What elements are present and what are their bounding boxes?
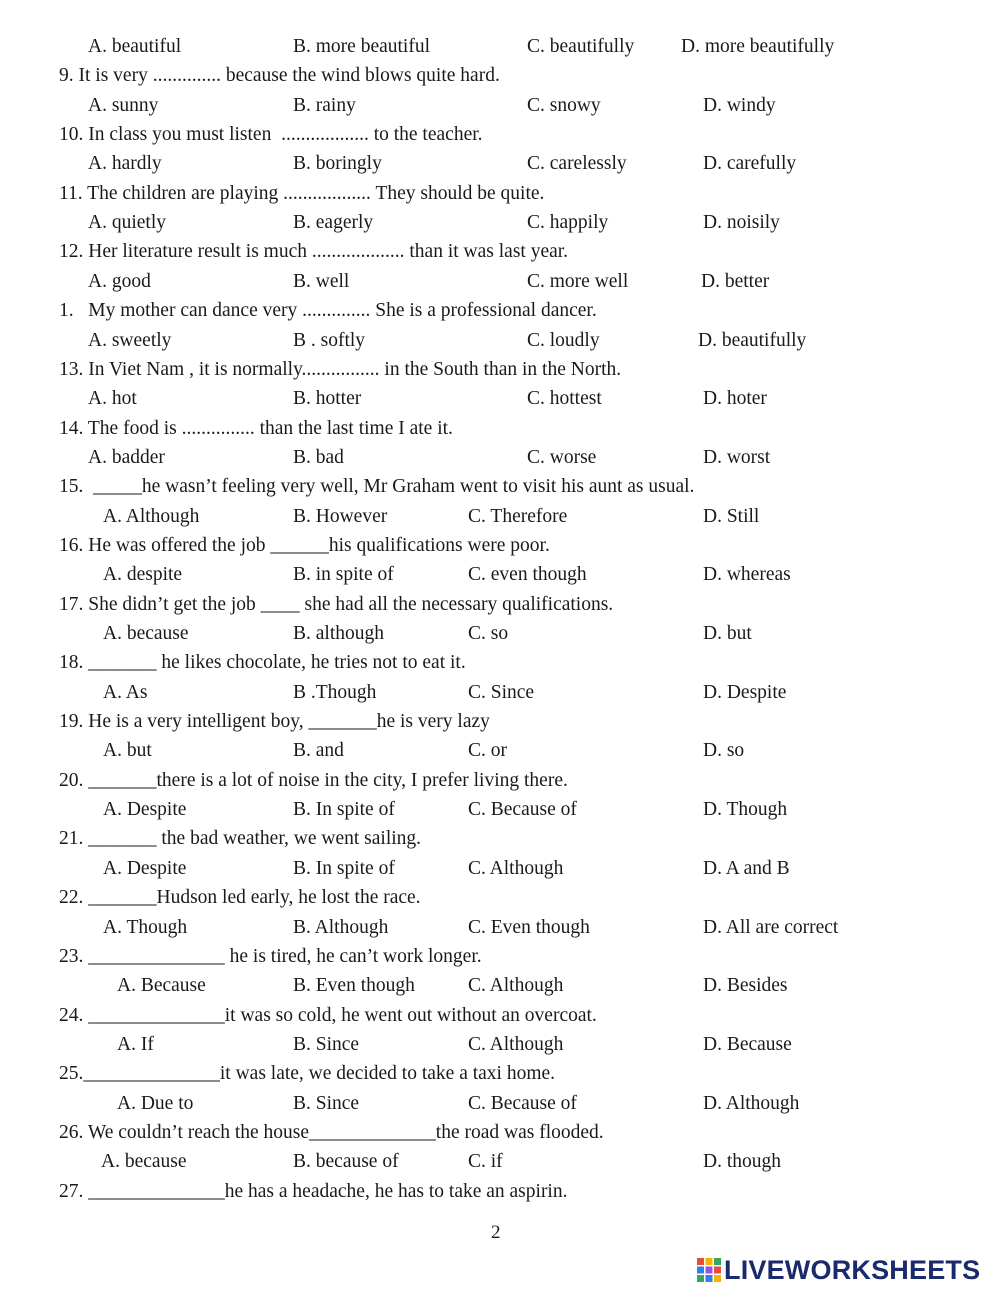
question-text: 1. My mother can dance very .............. She is a professional dancer. (59, 300, 597, 322)
answer-option-a[interactable]: A. quietly (88, 212, 166, 234)
question-stem (0, 707, 1000, 736)
liveworksheets-logo-text: LIVEWORKSHEETS (724, 1255, 981, 1285)
question-text: 12. Her literature result is much ................... than it was last year. (59, 241, 569, 263)
answer-option-c[interactable]: C. snowy (527, 94, 601, 116)
answer-option-d[interactable]: D. A and B (703, 857, 790, 879)
answer-option-a[interactable]: A. sweetly (88, 329, 172, 351)
answer-options-row (0, 1089, 1000, 1118)
question-stem (0, 1059, 1000, 1088)
question-text: 10. In class you must listen .................. to the teacher. (59, 124, 483, 146)
answer-option-b[interactable]: B. rainy (293, 94, 356, 116)
answer-option-d[interactable]: D. beautifully (698, 329, 807, 351)
answer-options-row (0, 149, 1000, 178)
question-stem (0, 237, 1000, 266)
answer-option-a[interactable]: A. good (88, 270, 151, 292)
answer-option-b[interactable]: B. Even though (293, 975, 415, 997)
answer-option-b[interactable]: B. However (293, 505, 388, 527)
question-stem (0, 1118, 1000, 1147)
question-stem (0, 824, 1000, 853)
answer-option-d[interactable]: D. noisily (703, 212, 780, 234)
answer-option-d[interactable]: D. Despite (703, 681, 787, 703)
answer-option-b[interactable]: B . softly (293, 329, 366, 351)
answer-option-b[interactable]: B. and (293, 740, 344, 762)
answer-option-b[interactable]: B. bad (293, 446, 344, 468)
question-stem (0, 120, 1000, 149)
question-stem (0, 414, 1000, 443)
answer-option-d[interactable]: D. Still (703, 505, 760, 527)
answer-option-b[interactable]: B. eagerly (293, 212, 374, 234)
answer-option-c[interactable]: C. Therefore (468, 505, 568, 527)
answer-options-row (0, 619, 1000, 648)
question-stem (0, 942, 1000, 971)
answer-option-a[interactable]: A. If (117, 1033, 154, 1055)
answer-option-d[interactable]: D. All are correct (703, 916, 839, 938)
answer-option-d[interactable]: D. though (703, 1151, 781, 1173)
question-text: 24. ______________it was so cold, he went out without an overcoat. (59, 1004, 597, 1026)
question-text: 16. He was offered the job ______his qualifications were poor. (59, 534, 550, 556)
answer-option-d[interactable]: D. windy (703, 94, 776, 116)
answer-option-d[interactable]: D. Besides (703, 975, 788, 997)
answer-options-row (0, 795, 1000, 824)
answer-option-b[interactable]: B. hotter (293, 388, 362, 410)
answer-option-c[interactable]: C. Although (468, 1033, 564, 1055)
answer-option-b[interactable]: B. In spite of (293, 857, 395, 879)
answer-option-a[interactable]: A. As (103, 681, 148, 703)
answer-option-c[interactable]: C. hottest (527, 388, 602, 410)
answer-option-a[interactable]: A. because (103, 623, 189, 644)
question-text: 20. _______there is a lot of noise in the city, I prefer living there. (59, 769, 568, 791)
answer-option-c[interactable]: C. Even though (468, 916, 590, 938)
answer-option-b[interactable]: B. although (293, 623, 384, 644)
answer-options-row (0, 854, 1000, 883)
answer-option-c[interactable]: C. Although (468, 857, 564, 879)
question-stem (0, 61, 1000, 90)
answer-option-b[interactable]: B. more beautiful (293, 36, 431, 57)
question-stem (0, 766, 1000, 795)
answer-option-a[interactable]: A. badder (88, 446, 165, 468)
answer-option-a[interactable]: A. Although (103, 505, 200, 527)
answer-option-b[interactable]: B. In spite of (293, 799, 395, 821)
question-text: 22. _______Hudson led early, he lost the race. (59, 887, 421, 909)
answer-option-c[interactable]: C. even though (468, 564, 587, 586)
answer-options-row (0, 1147, 1000, 1176)
question-stem (0, 1001, 1000, 1030)
question-stem (0, 1177, 1000, 1206)
answer-options-row (0, 971, 1000, 1000)
answer-options-row (0, 1030, 1000, 1059)
answer-option-a[interactable]: A. sunny (88, 94, 159, 116)
answer-option-b[interactable]: B. well (293, 270, 350, 292)
answer-option-a[interactable]: A. Despite (103, 857, 187, 879)
answer-options-row (0, 560, 1000, 589)
answer-option-c[interactable]: C. so (468, 623, 509, 644)
answer-option-c[interactable]: C. loudly (527, 329, 600, 351)
answer-option-a[interactable]: A. Because (117, 975, 206, 997)
answer-option-c[interactable]: C. Because of (468, 799, 577, 821)
answer-option-b[interactable]: B. because of (293, 1151, 399, 1173)
answer-option-d[interactable]: D. so (703, 740, 745, 762)
answer-option-d[interactable]: D. Although (703, 1092, 800, 1114)
answer-option-a[interactable]: A. hardly (88, 153, 162, 175)
question-stem (0, 355, 1000, 384)
answer-option-c[interactable]: C. carelessly (527, 153, 627, 175)
answer-option-c[interactable]: C. Because of (468, 1092, 577, 1114)
answer-option-a[interactable]: A. beautiful (88, 36, 182, 57)
question-text: 14. The food is ............... than the last time I ate it. (59, 417, 453, 439)
answer-option-d[interactable]: D. worst (703, 446, 771, 468)
answer-option-a[interactable]: A. Due to (117, 1092, 194, 1114)
answer-option-d[interactable]: D. more beautifully (681, 36, 835, 57)
answer-options-row (0, 326, 1000, 355)
question-stem (0, 179, 1000, 208)
question-text: 11. The children are playing .................. They should be quite. (59, 182, 545, 204)
question-text: 15. _____he wasn’t feeling very well, Mr Graham went to visit his aunt as usual. (59, 476, 695, 498)
answer-option-c[interactable]: C. more well (527, 270, 629, 292)
answer-option-c[interactable]: C. worse (527, 446, 597, 468)
question-text: 18. _______ he likes chocolate, he tries not to eat it. (59, 652, 466, 674)
answer-options-row (0, 913, 1000, 942)
answer-option-b[interactable]: B. Since (293, 1033, 360, 1055)
answer-option-c[interactable]: C. or (468, 740, 507, 762)
answer-option-a[interactable]: A. because (101, 1151, 187, 1173)
answer-option-d[interactable]: D. Though (703, 799, 788, 821)
question-text: 27. ______________he has a headache, he has to take an aspirin. (59, 1180, 568, 1202)
answer-option-d[interactable]: D. better (701, 270, 770, 292)
answer-option-a[interactable]: A. hot (88, 388, 137, 410)
liveworksheets-logo[interactable] (697, 1254, 980, 1286)
question-text: 17. She didn’t get the job ____ she had all the necessary qualifications. (59, 593, 614, 615)
answer-option-a[interactable]: A. but (103, 740, 152, 762)
question-text: 21. _______ the bad weather, we went sailing. (59, 828, 422, 850)
question-stem (0, 472, 1000, 501)
question-stem (0, 590, 1000, 619)
answer-option-d[interactable]: D. whereas (703, 564, 791, 586)
question-stem (0, 531, 1000, 560)
liveworksheets-logo-icon (697, 1258, 721, 1282)
question-text: 26. We couldn’t reach the house_____________the road was flooded. (59, 1121, 604, 1143)
answer-options-row (0, 443, 1000, 472)
answer-option-d[interactable]: D. carefully (703, 153, 797, 175)
question-text: 23. ______________ he is tired, he can’t work longer. (59, 945, 482, 967)
answer-option-b[interactable]: B. Although (293, 916, 389, 938)
answer-option-d[interactable]: D. hoter (703, 388, 767, 410)
answer-options-row (0, 32, 1000, 61)
question-text: 9. It is very .............. because the wind blows quite hard. (59, 65, 500, 87)
question-stem (0, 648, 1000, 677)
answer-option-c[interactable]: C. happily (527, 212, 609, 234)
answer-options-row (0, 502, 1000, 531)
answer-option-a[interactable]: A. Despite (103, 799, 187, 821)
answer-options-row (0, 267, 1000, 296)
answer-options-row (0, 736, 1000, 765)
answer-option-b[interactable]: B. boringly (293, 153, 382, 175)
answer-options-row (0, 91, 1000, 120)
answer-option-a[interactable]: A. Though (103, 916, 188, 938)
answer-option-b[interactable]: B. in spite of (293, 564, 394, 586)
answer-option-c[interactable]: C. Although (468, 975, 564, 997)
answer-option-c[interactable]: C. beautifully (527, 36, 635, 57)
answer-option-b[interactable]: B .Though (293, 681, 377, 703)
question-stem (0, 883, 1000, 912)
answer-option-d[interactable]: D. Because (703, 1033, 792, 1055)
answer-option-c[interactable]: C. Since (468, 681, 535, 703)
answer-options-row (0, 208, 1000, 237)
answer-option-d[interactable]: D. but (703, 623, 752, 644)
question-text: 25.______________it was late, we decided to take a taxi home. (59, 1063, 556, 1085)
answer-options-row (0, 678, 1000, 707)
question-stem (0, 296, 1000, 325)
question-text: 19. He is a very intelligent boy, _______he is very lazy (59, 711, 490, 733)
answer-option-b[interactable]: B. Since (293, 1092, 360, 1114)
answer-options-row (0, 384, 1000, 413)
answer-option-c[interactable]: C. if (468, 1151, 503, 1173)
question-text: 13. In Viet Nam , it is normally................ in the South than in the North. (59, 358, 622, 380)
answer-option-a[interactable]: A. despite (103, 564, 183, 586)
page-number: 2 (491, 1222, 501, 1243)
